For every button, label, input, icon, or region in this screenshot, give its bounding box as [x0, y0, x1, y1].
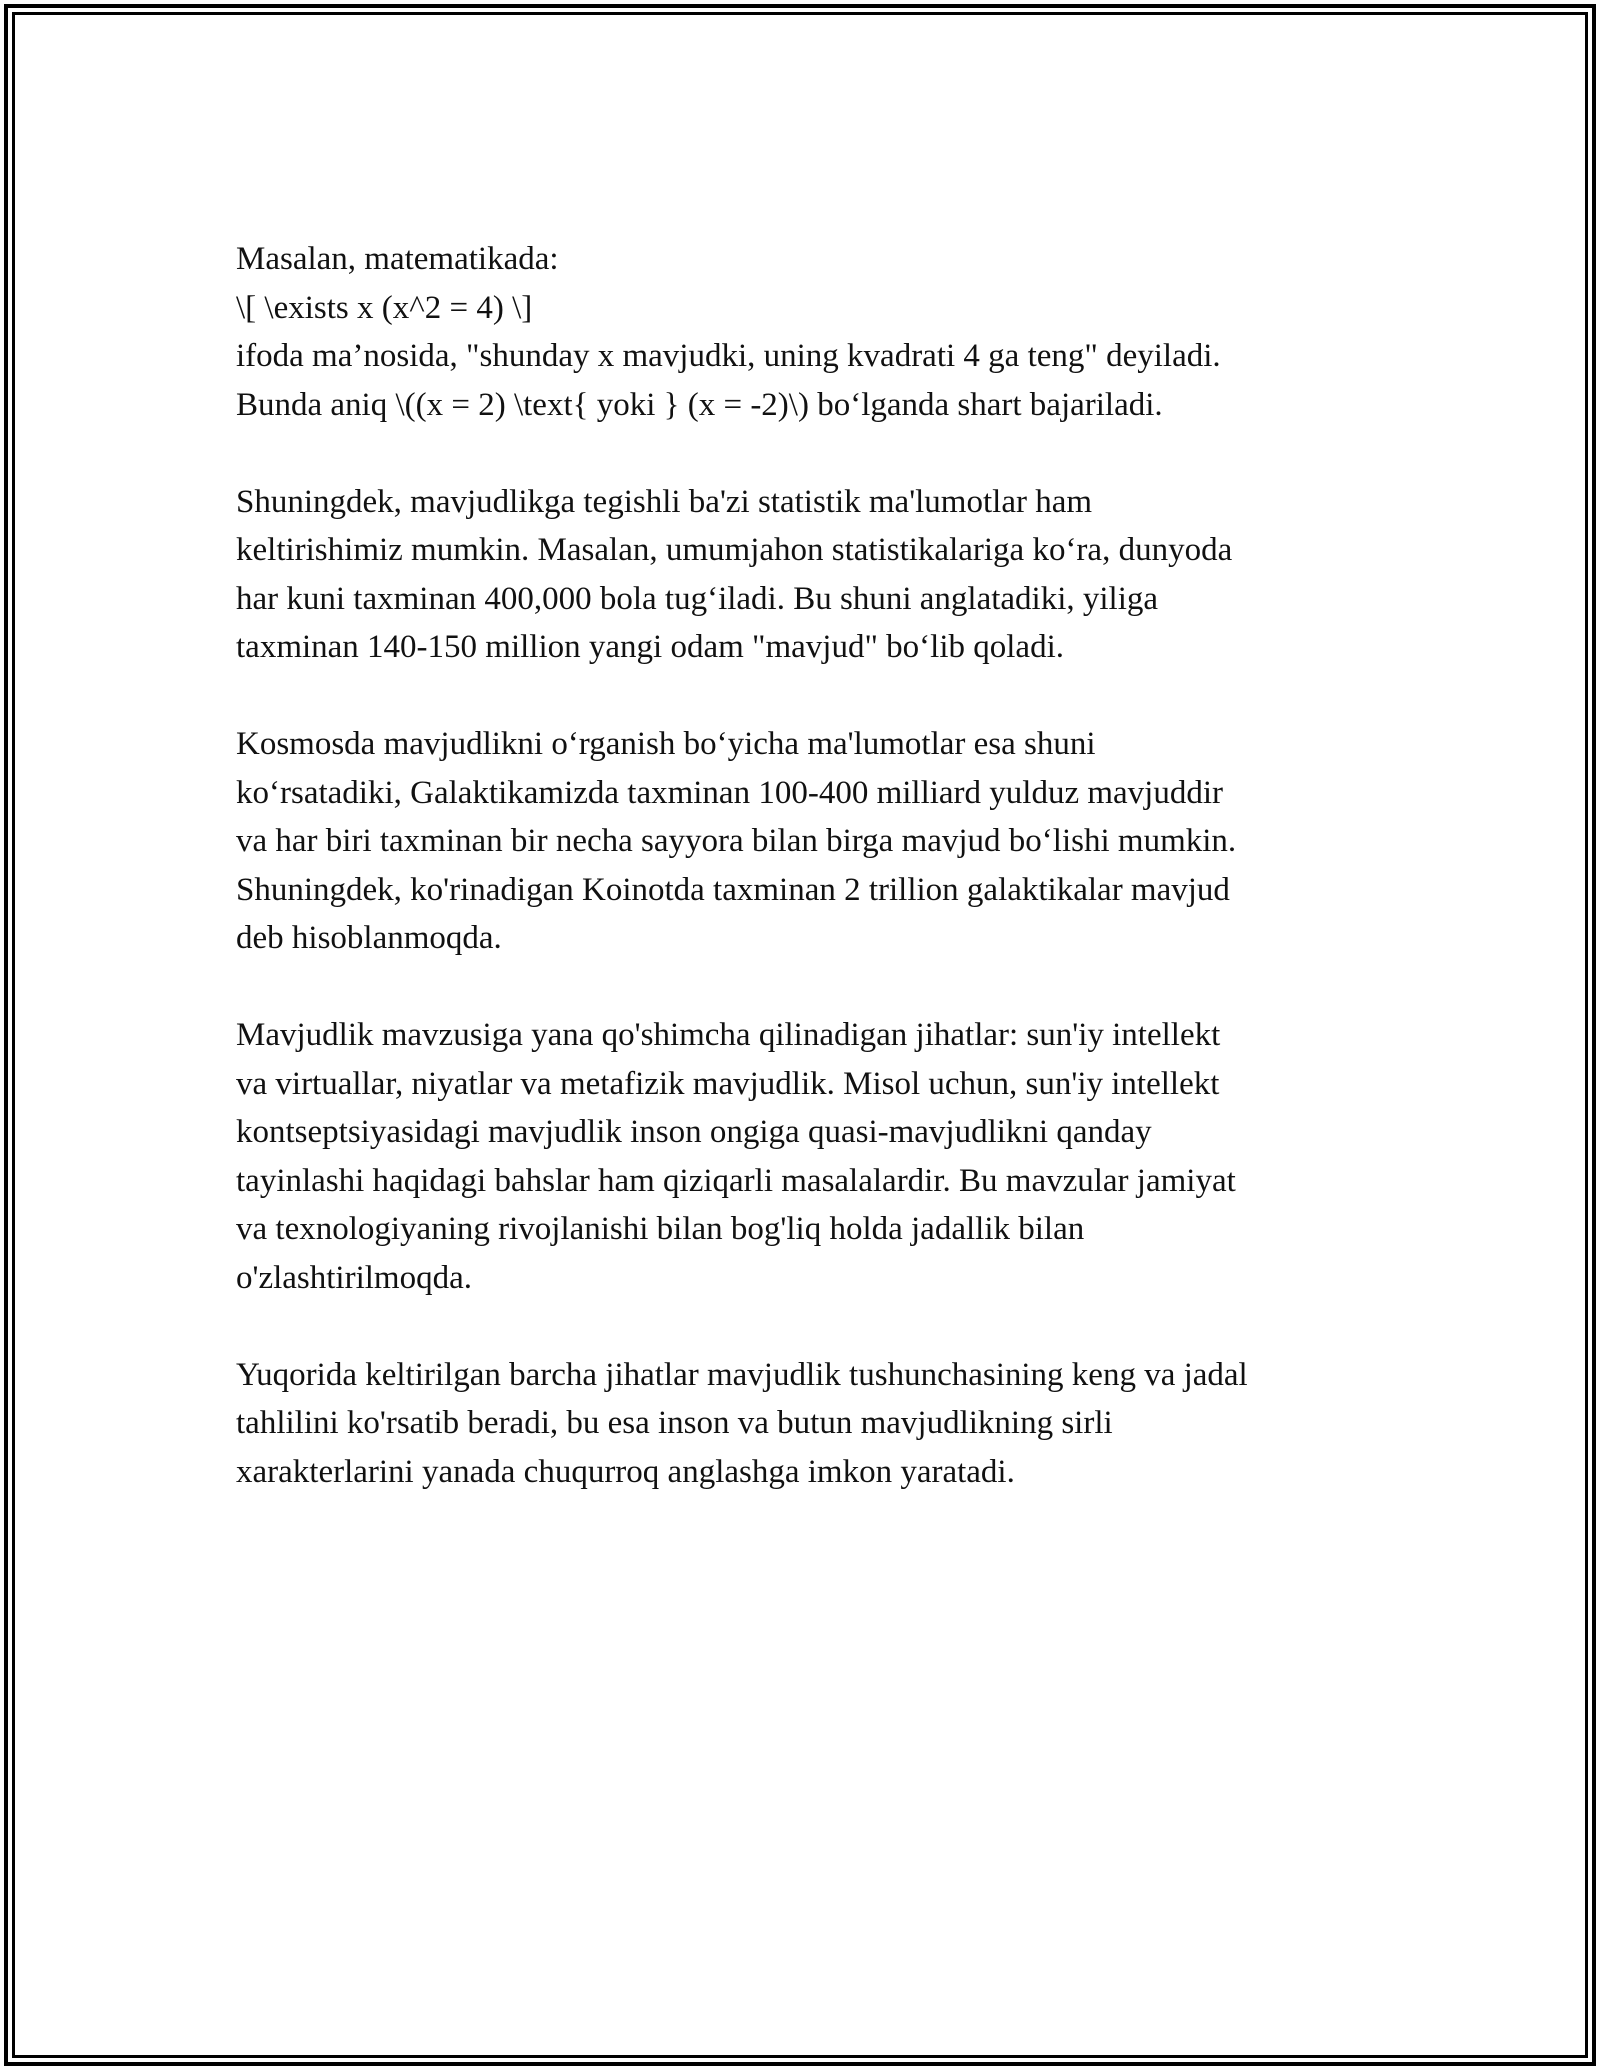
text-line: Shuningdek, ko'rinadigan Koinotda taxminan 2 trillion galaktikalar mavjud [236, 871, 1230, 908]
text-line: Yuqorida keltirilgan barcha jihatlar mavjudlik tushunchasining keng va jadal [236, 1356, 1248, 1393]
text-line: taxminan 140-150 million yangi odam "mavjud" bo‘lib qoladi. [236, 629, 1064, 665]
paragraph-ai-metaphysics [236, 1011, 1386, 1302]
formula-line: \[ \exists x (x^2 = 4) \] [236, 289, 533, 326]
text-line: tahlilini ko'rsatib beradi, bu esa inson va butun mavjudlikning sirli [236, 1405, 1113, 1441]
text-line: Masalan, matematikada: [236, 241, 559, 277]
text-line: Kosmosda mavjudlikni o‘rganish bo‘yicha ma'lumotlar esa shuni [236, 726, 1096, 762]
text-line: har kuni taxminan 400,000 bola tug‘iladi. Bu shuni anglatadiki, yiliga [236, 580, 1159, 617]
text-line: deb hisoblanmoqda. [236, 920, 502, 956]
text-line: Bunda aniq \((x = 2) \text{ yoki } (x = -2)\) bo‘lganda shart bajariladi. [236, 386, 1163, 423]
text-line: ko‘rsatadiki, Galaktikamizda taxminan 100-400 milliard yulduz mavjuddir [236, 774, 1224, 811]
text-line: o'zlashtirilmoqda. [236, 1259, 472, 1296]
paragraph-cosmos [236, 720, 1386, 963]
text-line: va har biri taxminan bir necha sayyora bilan birga mavjud bo‘lishi mumkin. [236, 823, 1237, 859]
text-line: xarakterlarini yanada chuqurroq anglashga imkon yaratadi. [236, 1453, 1015, 1490]
text-line: Mavjudlik mavzusiga yana qo'shimcha qilinadigan jihatlar: sun'iy intellekt [236, 1017, 1221, 1053]
paragraph-math-example [236, 235, 1386, 429]
text-line: kontseptsiyasidagi mavjudlik inson ongiga quasi-mavjudlikni qanday [236, 1114, 1152, 1150]
document-body [236, 235, 1386, 1545]
paragraph-conclusion [236, 1351, 1386, 1497]
text-line: ifoda ma’nosida, "shunday x mavjudki, uning kvadrati 4 ga teng" deyiladi. [236, 338, 1221, 374]
text-line: va virtuallar, niyatlar va metafizik mavjudlik. Misol uchun, sun'iy intellekt [236, 1065, 1220, 1102]
text-line: keltirishimiz mumkin. Masalan, umumjahon statistikalariga ko‘ra, dunyoda [236, 532, 1233, 568]
text-line: Shuningdek, mavjudlikga tegishli ba'zi statistik ma'lumotlar ham [236, 483, 1093, 520]
text-line: va texnologiyaning rivojlanishi bilan bog'liq holda jadallik bilan [236, 1211, 1085, 1247]
text-line: tayinlashi haqidagi bahslar ham qiziqarli masalalardir. Bu mavzular jamiyat [236, 1162, 1236, 1199]
paragraph-statistics [236, 478, 1386, 672]
